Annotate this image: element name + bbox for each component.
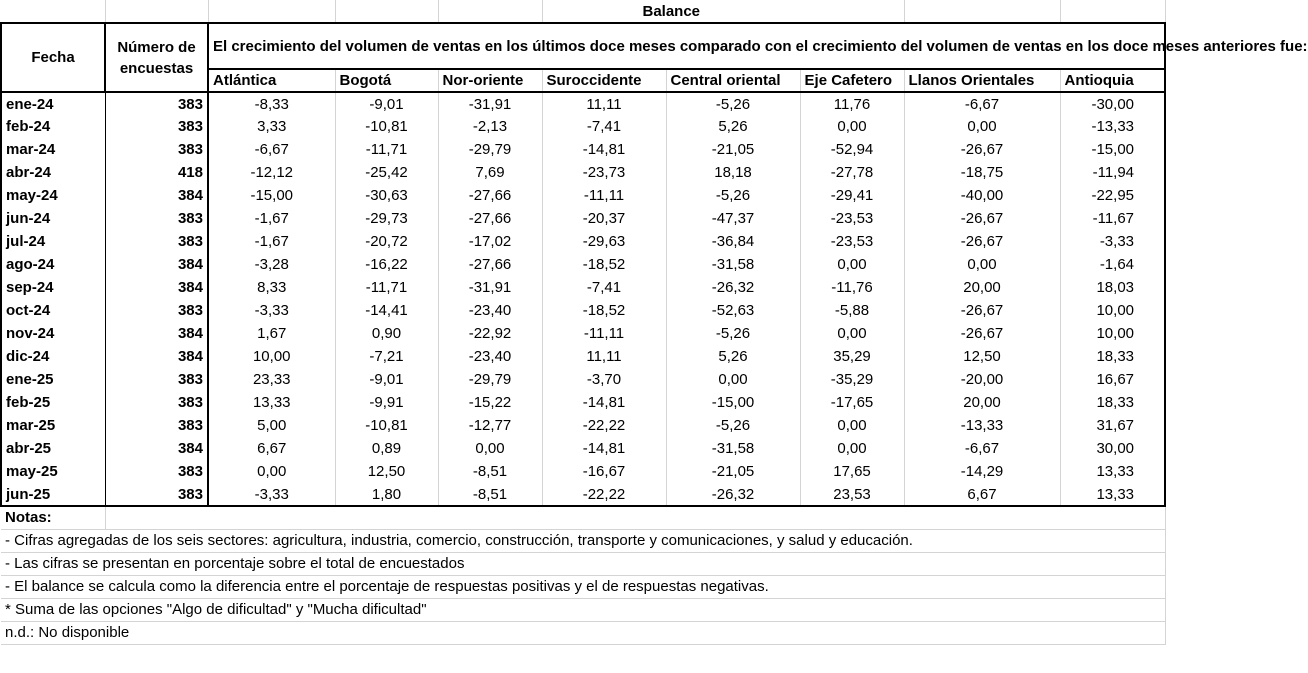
region-header: Eje Cafetero (800, 69, 904, 92)
date-cell: abr-24 (1, 161, 105, 184)
value-cell: -11,76 (800, 276, 904, 299)
value-cell: 3,33 (208, 115, 335, 138)
table-row (1, 483, 1165, 506)
value-cell: -31,58 (666, 437, 800, 460)
note-row (1, 598, 1165, 621)
value-cell: -14,29 (904, 460, 1060, 483)
value-cell: -18,52 (542, 299, 666, 322)
table-row (1, 460, 1165, 483)
value-cell: -1,64 (1060, 253, 1165, 276)
date-cell: oct-24 (1, 299, 105, 322)
value-cell: 0,00 (904, 115, 1060, 138)
value-cell: 0,00 (666, 368, 800, 391)
survey-count-cell: 384 (105, 184, 208, 207)
header-row-description (1, 23, 1165, 69)
value-cell: -5,26 (666, 92, 800, 115)
value-cell: 5,00 (208, 414, 335, 437)
value-cell: -11,11 (542, 322, 666, 345)
value-cell: 5,26 (666, 345, 800, 368)
survey-count-cell: 383 (105, 414, 208, 437)
value-cell: 7,69 (438, 161, 542, 184)
value-cell: 6,67 (904, 483, 1060, 506)
note-row (1, 552, 1165, 575)
value-cell: -3,33 (1060, 230, 1165, 253)
value-cell: -7,41 (542, 115, 666, 138)
region-header: Antioquia (1060, 69, 1165, 92)
table-row (1, 115, 1165, 138)
value-cell: -25,42 (335, 161, 438, 184)
value-cell: -23,40 (438, 299, 542, 322)
value-cell: -13,33 (904, 414, 1060, 437)
value-cell: -18,75 (904, 161, 1060, 184)
value-cell: -27,78 (800, 161, 904, 184)
value-cell: -7,41 (542, 276, 666, 299)
value-cell: 1,80 (335, 483, 438, 506)
survey-count-cell: 383 (105, 391, 208, 414)
value-cell: -11,71 (335, 138, 438, 161)
value-cell: -16,22 (335, 253, 438, 276)
value-cell: -3,70 (542, 368, 666, 391)
value-cell: 18,03 (1060, 276, 1165, 299)
note-text: n.d.: No disponible (1, 621, 1165, 644)
fecha-header: Fecha (1, 23, 105, 92)
value-cell: -6,67 (208, 138, 335, 161)
value-cell: -9,01 (335, 368, 438, 391)
value-cell: -14,81 (542, 437, 666, 460)
value-cell: -26,67 (904, 138, 1060, 161)
date-cell: mar-25 (1, 414, 105, 437)
value-cell: -14,81 (542, 391, 666, 414)
survey-count-cell: 384 (105, 437, 208, 460)
value-cell: -11,71 (335, 276, 438, 299)
date-cell: ago-24 (1, 253, 105, 276)
value-cell: 0,00 (800, 253, 904, 276)
value-cell: -8,51 (438, 460, 542, 483)
value-cell: -31,91 (438, 92, 542, 115)
survey-count-cell: 383 (105, 299, 208, 322)
value-cell: 5,26 (666, 115, 800, 138)
region-header: Nor-oriente (438, 69, 542, 92)
notes-heading-row (1, 506, 1165, 529)
value-cell: -26,32 (666, 483, 800, 506)
table-row (1, 299, 1165, 322)
region-header: Llanos Orientales (904, 69, 1060, 92)
date-cell: may-25 (1, 460, 105, 483)
value-cell: -40,00 (904, 184, 1060, 207)
date-cell: abr-25 (1, 437, 105, 460)
table-row (1, 276, 1165, 299)
value-cell: -15,22 (438, 391, 542, 414)
value-cell: -26,67 (904, 322, 1060, 345)
date-cell: ene-25 (1, 368, 105, 391)
value-cell: 23,33 (208, 368, 335, 391)
note-text: - Cifras agregadas de los seis sectores: agricultura, industria, comercio, construcción, transporte y comunicaciones, y salud y educación. (1, 529, 1165, 552)
value-cell: 13,33 (208, 391, 335, 414)
value-cell: -17,02 (438, 230, 542, 253)
survey-count-cell: 383 (105, 207, 208, 230)
value-cell: 8,33 (208, 276, 335, 299)
value-cell: 0,00 (800, 322, 904, 345)
value-cell: 10,00 (208, 345, 335, 368)
note-text: * Suma de las opciones "Algo de dificultad" y "Mucha dificultad" (1, 598, 1165, 621)
value-cell: 11,11 (542, 345, 666, 368)
table-row (1, 184, 1165, 207)
value-cell: -26,67 (904, 230, 1060, 253)
value-cell: 12,50 (335, 460, 438, 483)
value-cell: -5,88 (800, 299, 904, 322)
value-cell: -29,73 (335, 207, 438, 230)
value-cell: -29,41 (800, 184, 904, 207)
value-cell: -20,37 (542, 207, 666, 230)
value-cell: -12,12 (208, 161, 335, 184)
value-cell: -52,63 (666, 299, 800, 322)
value-cell: -29,63 (542, 230, 666, 253)
value-cell: -22,22 (542, 483, 666, 506)
value-cell: 18,33 (1060, 345, 1165, 368)
date-cell: jul-24 (1, 230, 105, 253)
value-cell: -9,91 (335, 391, 438, 414)
date-cell: jun-25 (1, 483, 105, 506)
note-row (1, 621, 1165, 644)
table-row (1, 414, 1165, 437)
date-cell: feb-25 (1, 391, 105, 414)
value-cell: -20,00 (904, 368, 1060, 391)
value-cell: 0,00 (904, 253, 1060, 276)
value-cell: 6,67 (208, 437, 335, 460)
date-cell: mar-24 (1, 138, 105, 161)
value-cell: -14,81 (542, 138, 666, 161)
date-cell: feb-24 (1, 115, 105, 138)
survey-count-cell: 383 (105, 230, 208, 253)
value-cell: -13,33 (1060, 115, 1165, 138)
table-row (1, 253, 1165, 276)
note-row (1, 529, 1165, 552)
region-header: Central oriental (666, 69, 800, 92)
value-cell: -21,05 (666, 138, 800, 161)
value-cell: -3,28 (208, 253, 335, 276)
numero-encuestas-header (105, 23, 208, 92)
value-cell: -35,29 (800, 368, 904, 391)
value-cell: -27,66 (438, 253, 542, 276)
value-cell: -20,72 (335, 230, 438, 253)
value-cell: -22,95 (1060, 184, 1165, 207)
value-cell: -8,33 (208, 92, 335, 115)
value-cell: -16,67 (542, 460, 666, 483)
value-cell: 35,29 (800, 345, 904, 368)
value-cell: -29,79 (438, 368, 542, 391)
value-cell: -23,40 (438, 345, 542, 368)
table-row (1, 345, 1165, 368)
value-cell: 0,00 (800, 437, 904, 460)
value-cell: -3,33 (208, 299, 335, 322)
data-body (1, 92, 1165, 506)
value-cell: -21,05 (666, 460, 800, 483)
value-cell: 0,00 (438, 437, 542, 460)
value-cell: 10,00 (1060, 322, 1165, 345)
value-cell: 0,00 (208, 460, 335, 483)
value-cell: 18,33 (1060, 391, 1165, 414)
survey-count-cell: 383 (105, 368, 208, 391)
survey-count-cell: 383 (105, 483, 208, 506)
value-cell: 11,11 (542, 92, 666, 115)
value-cell: -26,67 (904, 207, 1060, 230)
value-cell: 16,67 (1060, 368, 1165, 391)
description-header: El crecimiento del volumen de ventas en los últimos doce meses comparado con el crecimiento del volumen de ventas en los doce meses anteriores fue: (208, 23, 1165, 69)
notes-heading: Notas: (1, 506, 105, 529)
table-row (1, 138, 1165, 161)
value-cell: 0,89 (335, 437, 438, 460)
value-cell: -31,91 (438, 276, 542, 299)
table-title: Balance (542, 0, 800, 23)
survey-count-cell: 384 (105, 322, 208, 345)
table-row (1, 391, 1165, 414)
region-header: Suroccidente (542, 69, 666, 92)
value-cell: 0,90 (335, 322, 438, 345)
value-cell: -7,21 (335, 345, 438, 368)
date-cell: may-24 (1, 184, 105, 207)
value-cell: -5,26 (666, 322, 800, 345)
survey-count-cell: 384 (105, 345, 208, 368)
value-cell: 20,00 (904, 276, 1060, 299)
value-cell: -11,94 (1060, 161, 1165, 184)
value-cell: -31,58 (666, 253, 800, 276)
value-cell: 18,18 (666, 161, 800, 184)
value-cell: -17,65 (800, 391, 904, 414)
survey-count-cell: 383 (105, 92, 208, 115)
table-row (1, 207, 1165, 230)
note-row (1, 575, 1165, 598)
value-cell: -11,11 (542, 184, 666, 207)
value-cell: -26,67 (904, 299, 1060, 322)
value-cell: -6,67 (904, 437, 1060, 460)
value-cell: -8,51 (438, 483, 542, 506)
value-cell: -36,84 (666, 230, 800, 253)
value-cell: 30,00 (1060, 437, 1165, 460)
value-cell: -22,22 (542, 414, 666, 437)
date-cell: nov-24 (1, 322, 105, 345)
table-row (1, 322, 1165, 345)
value-cell: 17,65 (800, 460, 904, 483)
value-cell: -1,67 (208, 230, 335, 253)
value-cell: -11,67 (1060, 207, 1165, 230)
survey-count-cell: 383 (105, 460, 208, 483)
numero-header-line2: encuestas (119, 59, 194, 77)
notes-body (1, 529, 1165, 644)
value-cell: -23,53 (800, 207, 904, 230)
table-row (1, 161, 1165, 184)
value-cell: -27,66 (438, 207, 542, 230)
value-cell: -5,26 (666, 184, 800, 207)
region-header: Bogotá (335, 69, 438, 92)
survey-count-cell: 418 (105, 161, 208, 184)
value-cell: 0,00 (800, 414, 904, 437)
survey-count-cell: 384 (105, 253, 208, 276)
date-cell: jun-24 (1, 207, 105, 230)
note-text: - El balance se calcula como la diferencia entre el porcentaje de respuestas positivas y el de respuestas negativas. (1, 575, 1165, 598)
value-cell: -27,66 (438, 184, 542, 207)
value-cell: 1,67 (208, 322, 335, 345)
value-cell: -12,77 (438, 414, 542, 437)
value-cell: -23,73 (542, 161, 666, 184)
value-cell: -23,53 (800, 230, 904, 253)
value-cell: -52,94 (800, 138, 904, 161)
value-cell: -30,63 (335, 184, 438, 207)
value-cell: 31,67 (1060, 414, 1165, 437)
table-row (1, 92, 1165, 115)
value-cell: -6,67 (904, 92, 1060, 115)
date-cell: dic-24 (1, 345, 105, 368)
value-cell: -9,01 (335, 92, 438, 115)
value-cell: -22,92 (438, 322, 542, 345)
value-cell: -1,67 (208, 207, 335, 230)
value-cell: -26,32 (666, 276, 800, 299)
value-cell: -47,37 (666, 207, 800, 230)
date-cell: sep-24 (1, 276, 105, 299)
table-row (1, 437, 1165, 460)
value-cell: -10,81 (335, 115, 438, 138)
value-cell: -15,00 (666, 391, 800, 414)
table-row (1, 368, 1165, 391)
value-cell: -18,52 (542, 253, 666, 276)
numero-header-line1: Número de (117, 38, 196, 56)
value-cell: -15,00 (1060, 138, 1165, 161)
value-cell: 12,50 (904, 345, 1060, 368)
value-cell: 13,33 (1060, 460, 1165, 483)
note-text: - Las cifras se presentan en porcentaje sobre el total de encuestados (1, 552, 1165, 575)
value-cell: 10,00 (1060, 299, 1165, 322)
survey-count-cell: 383 (105, 115, 208, 138)
value-cell: 11,76 (800, 92, 904, 115)
title-row (1, 0, 1165, 23)
value-cell: -2,13 (438, 115, 542, 138)
value-cell: 0,00 (800, 115, 904, 138)
value-cell: 20,00 (904, 391, 1060, 414)
value-cell: -3,33 (208, 483, 335, 506)
value-cell: -15,00 (208, 184, 335, 207)
value-cell: -5,26 (666, 414, 800, 437)
value-cell: -30,00 (1060, 92, 1165, 115)
value-cell: -29,79 (438, 138, 542, 161)
value-cell: 13,33 (1060, 483, 1165, 506)
date-cell: ene-24 (1, 92, 105, 115)
value-cell: -10,81 (335, 414, 438, 437)
region-header: Atlántica (208, 69, 335, 92)
table-row (1, 230, 1165, 253)
value-cell: -14,41 (335, 299, 438, 322)
value-cell: 23,53 (800, 483, 904, 506)
survey-count-cell: 384 (105, 276, 208, 299)
survey-count-cell: 383 (105, 138, 208, 161)
